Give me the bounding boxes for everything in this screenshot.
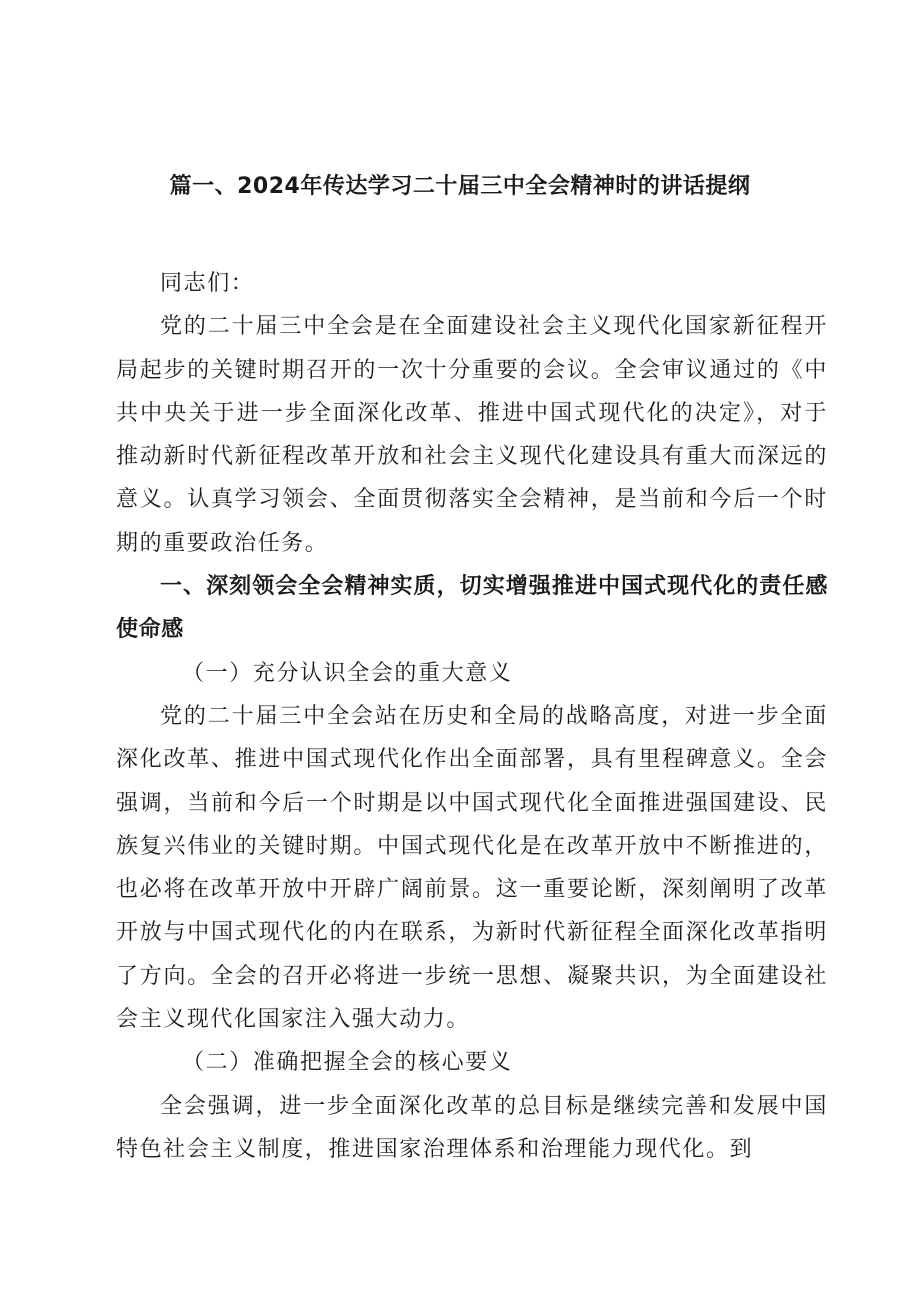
- document-title: 篇一、2024年传达学习二十届三中全会精神时的讲话提纲: [169, 174, 751, 199]
- subsection-paragraph-2: 全会强调，进一步全面深化改革的总目标是继续完善和发展中国特色社会主义制度，推进国家治理体系和治理能力现代化。到: [116, 1093, 828, 1162]
- subsection-heading-1: （一）充分认识全会的重大意义: [182, 660, 513, 686]
- section-heading-1: 一、深刻领会全会精神实质，切实增强推进中国式现代化的责任感使命感: [116, 574, 828, 643]
- salutation: 同志们：: [160, 271, 255, 296]
- document-body: [116, 262, 828, 1171]
- subsection-heading-2: （二）准确把握全会的核心要义: [182, 1050, 513, 1076]
- subsection-paragraph-1: 党的二十届三中全会站在历史和全局的战略高度，对进一步全面深化改革、推进中国式现代化作出全面部署，具有里程碑意义。全会强调，当前和今后一个时期是以中国式现代化全面推进强国建设、民族复兴伟业的关键时期。中国式现代化是在改革开放中不断推进的，也必将在改革开放中开辟广阔前景。这一重要论断，深刻阐明了改革开放与中国式现代化的内在联系，为新时代新征程全面深化改革指明了方向。全会的召开必将进一步统一思想、凝聚共识，为全面建设社会主义现代化国家注入强大动力。: [116, 703, 828, 1033]
- intro-paragraph: 党的二十届三中全会是在全面建设社会主义现代化国家新征程开局起步的关键时期召开的一次十分重要的会议。全会审议通过的《中共中央关于进一步全面深化改革、推进中国式现代化的决定》，对于推动新时代新征程改革开放和社会主义现代化建设具有重大而深远的意义。认真学习领会、全面贯彻落实全会精神，是当前和今后一个时期的重要政治任务。: [116, 314, 828, 556]
